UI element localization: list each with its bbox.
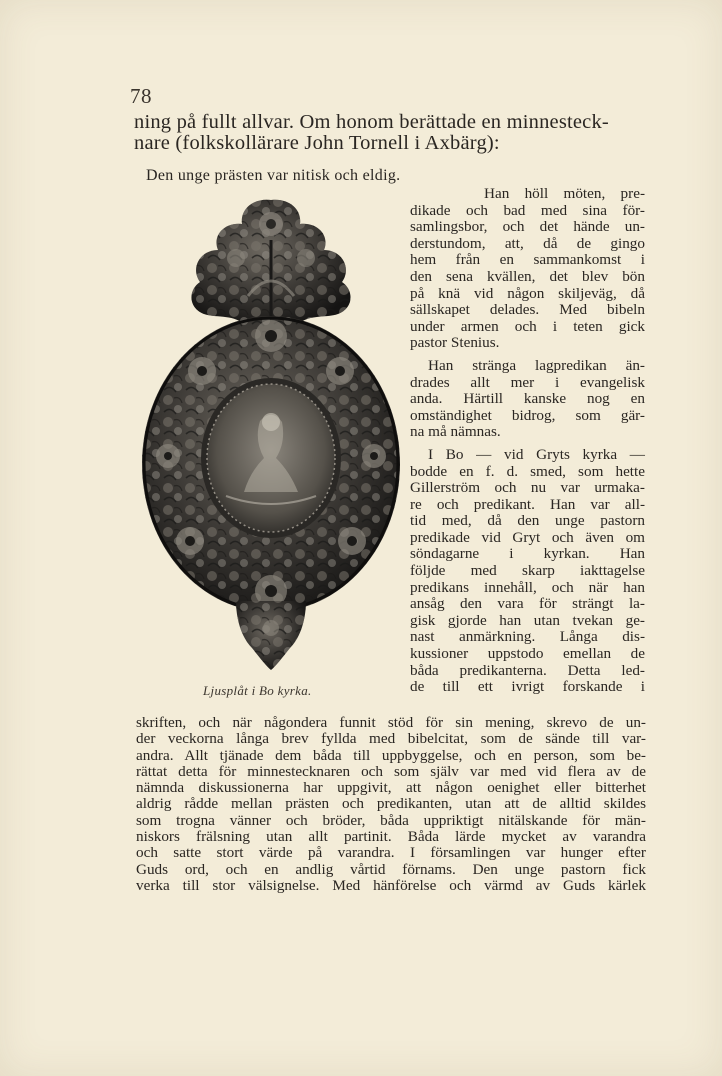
text-line: följde med skarp iakttagelse	[410, 562, 645, 580]
page-number: 78	[130, 84, 152, 108]
text-line: andra. Allt tjänade dem båda till uppbyggelse, och en person, som be-	[136, 746, 646, 764]
text-line: som trogna vänner och bröder, båda uppriktigt nitälskande för män-	[136, 811, 646, 829]
right-column-text	[410, 186, 645, 696]
text-line: Han stränga lagpredikan än-	[428, 356, 645, 374]
text-line: niskors frälsning utan allt partinit. Båda lärde mycket av varandra	[136, 828, 646, 846]
full-width-paragraph	[136, 715, 646, 894]
text-line: omständighet bidrog, som gär-	[410, 406, 645, 424]
text-line: nast anmärkning. Långa dis-	[410, 628, 645, 646]
text-line: och satte stort värde på varandra. I församlingen var hunger efter	[136, 844, 646, 862]
text-line: bodde en f. d. smed, som hette	[410, 462, 645, 480]
text-line: gisk gjorde han utan tvekan ge-	[410, 611, 645, 629]
figure-caption: Ljusplåt i Bo kyrka.	[203, 683, 312, 698]
text-line: skriften, och när någondera funnit stöd för sin mening, skrevo de un-	[136, 714, 646, 731]
text-line: Guds ord, och en andlig vårtid förnams. Den unge pastorn fick	[136, 860, 646, 878]
quote-first-line: Den unge prästen var nitisk och eldig.	[146, 167, 401, 184]
text-line: den sena kvällen, det blev bön	[410, 267, 645, 285]
text-line: samlingsbor, och det hände un-	[410, 218, 645, 236]
sconce-plate-illustration	[140, 196, 402, 671]
text-line: re och predikant. Han var all-	[410, 495, 645, 513]
text-line: söndagarne i kyrkan. Han	[410, 545, 645, 563]
text-line: båda predikanterna. Detta led-	[410, 661, 645, 679]
text-line: dikade och bad med sina för-	[410, 201, 645, 219]
text-line: aldrig rådde mellan prästen och predikanten, utan att de alltid skildes	[136, 795, 646, 813]
text-line: nare (folkskollärare John Tornell i Axbärg):	[134, 132, 500, 154]
text-line: verka till stor välsignelse. Med hänförelse och värmd av Guds kärlek	[136, 876, 646, 894]
sconce-plate-figure	[140, 196, 402, 671]
text-line: predikade vid Gryt och även om	[410, 528, 645, 546]
text-line: Gillerström och nu var urmaka-	[410, 479, 645, 497]
text-line: predikans innehåll, och när han	[410, 578, 645, 596]
opening-paragraph	[134, 112, 644, 154]
text-line: de till ett ivrigt forskande i	[410, 678, 645, 696]
text-line: I Bo — vid Gryts kyrka —	[428, 445, 645, 463]
text-line: drades allt mer i evangelisk	[410, 373, 645, 391]
text-line: der veckorna långa brev fyllda med bibelcitat, som de sände till var-	[136, 730, 646, 748]
text-line: rättat detta för minnestecknaren och som själv var med vid flera av de	[136, 762, 646, 780]
text-line: anda. Härtill kanske nog en	[410, 390, 645, 408]
text-line: under armen och i teten gick	[410, 317, 645, 335]
text-line: sällskapet delades. Med bibeln	[410, 301, 645, 319]
text-line: ning på fullt allvar. Om honom berättade en minnesteck-	[134, 111, 609, 133]
text-line: hem från en sammankomst i	[410, 251, 645, 269]
text-line: na må nämnas.	[410, 423, 501, 441]
text-line: nämnda diskussionerna har uppgivit, att någon oenighet eller bitterhet	[136, 779, 646, 797]
text-line: ansåg den vara för strängt la-	[410, 595, 645, 613]
text-line: kussioner uppstodo emellan de	[410, 645, 645, 663]
text-line: pastor Stenius.	[410, 334, 500, 352]
text-line: på knä vid någon skiljeväg, då	[410, 284, 645, 302]
text-line: tid med, då den unge pastorn	[410, 512, 645, 530]
text-line: Han höll möten, pre-	[484, 185, 645, 202]
text-line: derstundom, att, då de gingo	[410, 234, 645, 252]
